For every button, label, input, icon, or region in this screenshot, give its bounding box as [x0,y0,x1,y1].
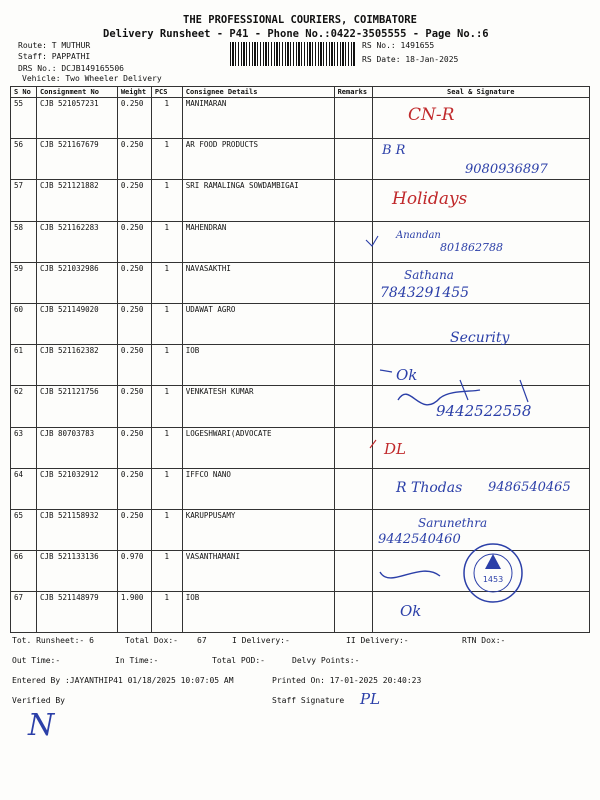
cell-weight: 0.250 [117,345,151,386]
handwritten-signature: Sathana [404,268,454,282]
cell-sno: 65 [11,509,37,550]
cell-pcs: 1 [151,468,182,509]
ii-delivery: II Delivery:- [346,636,409,645]
company-title: THE PROFESSIONAL COURIERS, COIMBATORE [183,14,417,26]
cell-sno: 55 [11,98,37,139]
handwritten-phone: 7843291455 [380,285,470,301]
cell-sno: 67 [11,592,37,633]
rtn-dox: RTN Dox:- [462,636,506,645]
handwritten-phone: 9080936897 [465,162,548,177]
cell-sno: 66 [11,551,37,592]
cell-weight: 0.250 [117,98,151,139]
handwritten-remark: Holidays [392,189,468,209]
delvy-points: Delvy Points:- [292,656,360,665]
check-mark [380,370,392,372]
cell-consignee: VASANTHAMANI [182,551,334,592]
staff-signature-mark: PL [360,690,381,708]
cell-pcs: 1 [151,427,182,468]
handwritten-signature: Sarunethra [418,516,488,530]
cell-consignment: CJB 521133136 [36,551,117,592]
cell-consignee: IOB [182,592,334,633]
entered-by: Entered By :JAYANTHIP41 01/18/2025 10:07:05 AM [12,676,234,685]
col-pcs: PCS [151,87,182,98]
total-pod: Total POD:- [212,656,265,665]
total-dox-value: 67 [197,636,207,645]
cell-consignment: CJB 521149020 [36,303,117,344]
cell-sno: 58 [11,221,37,262]
route-label: Route: T MUTHUR [18,41,91,50]
cell-pcs: 1 [151,262,182,303]
verified-by: Verified By [12,696,65,705]
cell-pcs: 1 [151,551,182,592]
handwritten-signature: Ok [400,602,422,620]
cell-pcs: 1 [151,592,182,633]
rs-number: RS No.: 1491655 [362,41,435,50]
verifier-signature-mark: N [28,708,55,743]
out-time: Out Time:- [12,656,61,665]
cell-consignment: CJB 521032912 [36,468,117,509]
stamp-number: 1453 [482,575,504,584]
runsheet-subtitle: Delivery Runsheet - P41 - Phone No.:0422-3505555 - Page No.:6 [103,28,489,40]
cell-consignee: NAVASAKTHI [182,262,334,303]
handwritten-signature: B R [382,143,406,158]
cell-weight: 0.250 [117,221,151,262]
cell-consignee: IOB [182,345,334,386]
col-consignee: Consignee Details [182,87,334,98]
cell-consignee: LOGESHWARI(ADVOCATE [182,427,334,468]
cell-sno: 57 [11,180,37,221]
cell-sno: 60 [11,303,37,344]
cell-consignee: UDAWAT AGRO [182,303,334,344]
cell-consignment: CJB 521057231 [36,98,117,139]
cell-consignment: CJB 521032986 [36,262,117,303]
cell-consignment: CJB 80703783 [36,427,117,468]
vehicle-label: Vehicle: Two Wheeler Delivery [22,74,162,83]
handwritten-phone: 801862788 [440,241,503,254]
cell-pcs: 1 [151,303,182,344]
cell-sno: 62 [11,386,37,427]
cell-consignment: CJB 521162283 [36,221,117,262]
cell-consignment: CJB 521148979 [36,592,117,633]
cell-sno: 61 [11,345,37,386]
col-signature: Seal & Signature [372,87,589,98]
col-sno: S No [11,87,37,98]
total-dox-label: Total Dox:- [125,636,178,645]
i-delivery: I Delivery:- [232,636,290,645]
cell-consignee: AR FOOD PRODUCTS [182,139,334,180]
cell-consignee: SRI RAMALINGA SOWDAMBIGAI [182,180,334,221]
cell-weight: 0.250 [117,509,151,550]
cell-pcs: 1 [151,139,182,180]
cell-pcs: 1 [151,98,182,139]
handwritten-phone: 9442540460 [378,532,461,547]
cell-consignee: VENKATESH KUMAR [182,386,334,427]
handwritten-signature: Ok [396,366,418,384]
signature-stroke [398,390,480,405]
staff-label: Staff: PAPPATHI [18,52,91,61]
cell-weight: 0.250 [117,180,151,221]
col-weight: Weight [117,87,151,98]
cell-weight: 0.250 [117,303,151,344]
cell-pcs: 1 [151,221,182,262]
col-consignment: Consignment No [36,87,117,98]
handwritten-signature: Anandan [396,230,441,241]
cell-weight: 0.250 [117,139,151,180]
handwritten-phone: 9442522558 [436,402,532,420]
cell-sno: 63 [11,427,37,468]
cell-weight: 0.250 [117,427,151,468]
cell-consignment: CJB 521167679 [36,139,117,180]
in-time: In Time:- [115,656,159,665]
cell-consignee: IFFCO NANO [182,468,334,509]
handwritten-remark: DL [384,440,406,458]
drs-label: DRS No.: DCJB149165506 [18,64,124,73]
cell-consignment: CJB 521121756 [36,386,117,427]
handwritten-phone: 9486540465 [488,480,571,495]
handwritten-signature: R Thodas [396,480,463,496]
cell-consignment: CJB 521121882 [36,180,117,221]
stamp-triangle-icon [485,554,501,569]
total-runsheet: Tot. Runsheet:- 6 [12,636,94,645]
cell-sno: 64 [11,468,37,509]
seal-stamp [462,542,524,604]
cell-consignment: CJB 521158932 [36,509,117,550]
cell-consignee: MANIMARAN [182,98,334,139]
cell-pcs: 1 [151,180,182,221]
col-remarks: Remarks [334,87,372,98]
printed-on: Printed On: 17-01-2025 20:40:23 [272,676,422,685]
cell-consignee: MAHENDRAN [182,221,334,262]
cell-weight: 1.900 [117,592,151,633]
cell-weight: 0.250 [117,386,151,427]
staff-signature-label: Staff Signature [272,696,345,705]
cell-weight: 0.250 [117,262,151,303]
rs-date: RS Date: 18-Jan-2025 [362,55,459,64]
check-mark [366,236,378,246]
cell-pcs: 1 [151,386,182,427]
handwritten-remark: Security [450,330,510,346]
cell-sno: 56 [11,139,37,180]
red-stroke [370,440,376,448]
handwritten-remark: CN-R [408,105,455,125]
cell-weight: 0.970 [117,551,151,592]
cell-weight: 0.250 [117,468,151,509]
cell-pcs: 1 [151,509,182,550]
cell-consignment: CJB 521162382 [36,345,117,386]
cell-consignee: KARUPPUSAMY [182,509,334,550]
signature-stroke [380,571,440,578]
cell-pcs: 1 [151,345,182,386]
cell-sno: 59 [11,262,37,303]
